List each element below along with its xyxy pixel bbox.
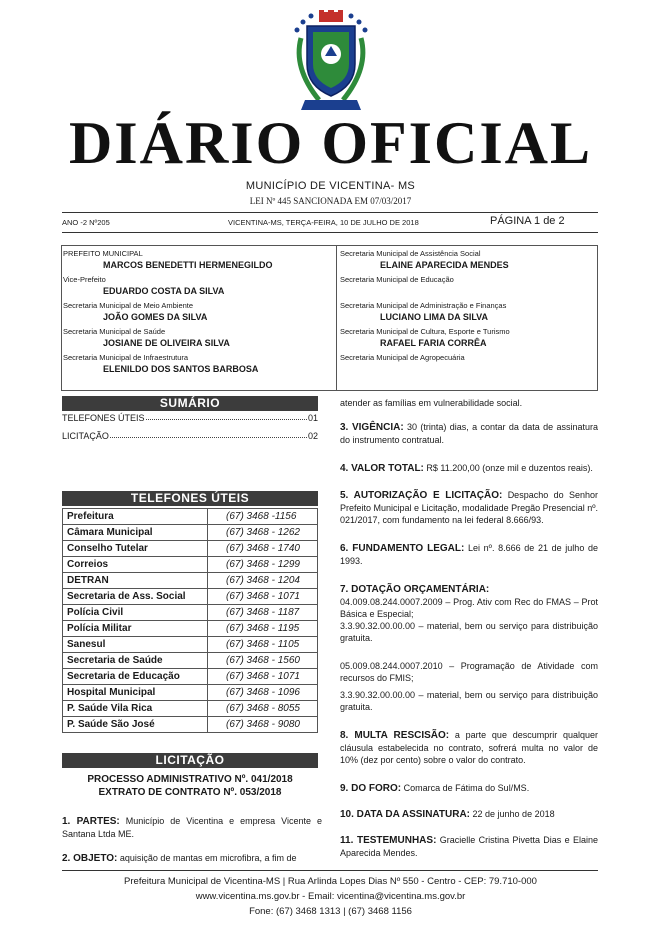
licitacao-header: LICITAÇÃO [62,753,318,768]
multa-paragraph [340,729,598,766]
official-entry [340,301,610,327]
phone-name: Secretaria de Ass. Social [63,589,208,605]
header-divider-bottom [62,232,598,233]
table-row [63,669,318,685]
phone-number: (67) 3468 - 9080 [208,717,318,733]
telefones-header: TELEFONES ÚTEIS [62,491,318,506]
contract-extract: EXTRATO DE CONTRATO Nº. 053/2018 [98,787,282,798]
official-entry [63,275,333,301]
official-role: Secretaria Municipal de Administração e Finanças [340,301,507,310]
toc-label: TELEFONES ÚTEIS [62,413,145,423]
assinatura-title: 10. DATA DA ASSINATURA: [340,809,470,820]
table-row [63,557,318,573]
phone-number: (67) 3468 - 1071 [208,669,318,685]
official-name: JOÃO GOMES DA SILVA [103,312,208,322]
phone-name: Secretaria de Saúde [63,653,208,669]
valor-text: R$ 11.200,00 (onze mil e duzentos reais). [426,463,593,473]
phone-name: Polícia Civil [63,605,208,621]
table-row [63,605,318,621]
official-entry [63,353,333,379]
official-role: Vice-Prefeito [63,275,106,284]
municipality-name: MUNICÍPIO DE VICENTINA- MS [245,180,416,192]
masthead-title: DIÁRIO OFICIAL [68,110,593,176]
table-row [63,621,318,637]
official-entry [63,301,333,327]
dotacao-heading: 7. DOTAÇÃO ORÇAMENTÁRIA: [340,584,490,595]
fundamento-title: 6. FUNDAMENTO LEGAL: [340,543,465,554]
dotacao-line: 3.3.90.32.00.00.00 – material, bem ou serviço para distribuição gratuita. [340,621,598,643]
official-name: JOSIANE DE OLIVEIRA SILVA [103,338,230,348]
testemunhas-text: Gracielle Cristina Pivetta Dias e Elaine Aparecida Mendes. [340,835,598,858]
phone-name: Hospital Municipal [63,685,208,701]
official-entry [63,327,333,353]
toc-label: LICITAÇÃO [62,431,109,441]
official-name: ELENILDO DOS SANTOS BARBOSA [103,364,259,374]
page-number: PÁGINA 1 de 2 [490,215,565,227]
phone-number: (67) 3468 - 1262 [208,525,318,541]
multa-text: a parte que descumprir qualquer cláusula estabelecida no contrato, sofrerá multa no valor de 10% (dez por cento) sobre o valor do contrato. [340,730,599,765]
phone-number: (67) 3468 - 1740 [208,541,318,557]
phone-name: P. Saúde São José [63,717,208,733]
toc-leader [110,431,307,438]
official-name: RAFAEL FARIA CORRÊA [380,338,487,348]
assinatura-text: 22 de junho de 2018 [472,809,555,819]
dotacao-line: 3.3.90.32.00.00.00 – material, bem ou serviço para distribuição gratuita. [340,690,598,712]
official-entry [340,275,610,301]
table-row [63,653,318,669]
official-role: Secretaria Municipal de Infraestrutura [63,353,189,362]
objeto-text: aquisição de mantas em microfibra, a fim de [119,853,297,863]
table-row [63,509,318,525]
footer-phones: Fone: (67) 3468 1313 | (67) 3468 1156 [249,906,412,917]
dotacao-title [340,583,598,596]
toc-page: 02 [307,431,318,441]
fundamento-paragraph [340,542,598,567]
official-role: PREFEITO MUNICIPAL [63,249,143,258]
vigencia-title: 3. VIGÊNCIA: [340,422,404,433]
vigencia-text: 30 (trinta) dias, a contar da data de assinatura do instrumento contratual. [340,422,598,445]
official-entry [63,249,333,275]
phone-number: (67) 3468 - 1071 [208,589,318,605]
sumario-header: SUMÁRIO [62,396,318,411]
partes-text: Município de Vicentina e empresa Vicente e Santana Ltda ME. [62,816,322,839]
official-entry [340,249,610,275]
objeto-title: 2. OBJETO: [62,853,118,864]
valor-title: 4. VALOR TOTAL: [340,463,424,474]
partes-paragraph [62,815,322,840]
table-row [63,637,318,653]
footer-web-email[interactable]: www.vicentina.ms.gov.br - Email: vicentina@vicentina.ms.gov.br [195,891,466,902]
official-role: Secretaria Municipal de Assistência Social [340,249,481,258]
phone-number: (67) 3468 -1156 [208,509,318,525]
phone-name: Sanesul [63,637,208,653]
phone-number: (67) 3468 - 1195 [208,621,318,637]
valor-paragraph [340,462,598,475]
table-row [63,701,318,717]
dotacao-line: 05.009.08.244.0007.2010 – Programação de Atividade com recursos do FMIS; [340,661,598,683]
header-divider-top [62,212,598,213]
phone-name: DETRAN [63,573,208,589]
vigencia-paragraph [340,421,598,446]
foro-text: Comarca de Fátima do Sul/MS. [403,783,530,793]
table-row [63,685,318,701]
phone-name: Secretaria de Educação [63,669,208,685]
phone-name: P. Saúde Vila Rica [63,701,208,717]
law-reference: LEI Nº 445 SANCIONADA EM 07/03/2017 [249,196,412,206]
official-role: Secretaria Municipal de Saúde [63,327,166,336]
objeto-continuation: atender as famílias em vulnerabilidade social. [340,398,523,408]
phone-number: (67) 3468 - 1105 [208,637,318,653]
table-row [63,589,318,605]
testemunhas-title: 11. TESTEMUNHAS: [340,835,437,846]
toc-leader [146,413,307,420]
official-role: Secretaria Municipal de Cultura, Esporte e Turismo [340,327,510,336]
footer-divider [62,870,598,871]
toc-item[interactable] [62,431,318,441]
official-entry [340,353,610,379]
process-number: PROCESSO ADMINISTRATIVO Nº. 041/2018 [87,774,293,785]
official-name: MARCOS BENEDETTI HERMENEGILDO [103,260,273,270]
dateline: VICENTINA-MS, TERÇA-FEIRA, 10 DE JULHO DE 2018 [228,218,419,227]
phone-number: (67) 3468 - 8055 [208,701,318,717]
autorizacao-paragraph [340,489,598,526]
autorizacao-text: Despacho do Senhor Prefeito Municipal e Licitação, modalidade Pregão Presencial nº. 021/2017, com fundamento na lei federal 8.666/93. [340,490,598,525]
testemunhas-paragraph [340,834,598,859]
table-row [63,541,318,557]
official-role: Secretaria Municipal de Agropecuária [340,353,465,362]
official-role: Secretaria Municipal de Educação [340,275,454,284]
officials-left-column [63,249,333,379]
phone-number: (67) 3468 - 1096 [208,685,318,701]
phone-name: Prefeitura [63,509,208,525]
table-row [63,717,318,733]
phone-number: (67) 3468 - 1187 [208,605,318,621]
phone-name: Câmara Municipal [63,525,208,541]
coat-of-arms-icon [283,8,379,120]
dotacao-line: 04.009.08.244.0007.2009 – Prog. Ativ com Rec do FMAS – Prot Básica e Especial; [340,597,598,619]
toc-item[interactable] [62,413,318,423]
assinatura-paragraph [340,808,598,821]
autorizacao-title: 5. AUTORIZAÇÃO E LICITAÇÃO: [340,490,503,501]
official-name: EDUARDO COSTA DA SILVA [103,286,225,296]
fundamento-text: Lei nº. 8.666 de 21 de julho de 1993. [340,543,598,566]
objeto-paragraph [62,852,322,865]
foro-title: 9. DO FORO: [340,783,402,794]
official-name: LUCIANO LIMA DA SILVA [380,312,488,322]
phone-number: (67) 3468 - 1204 [208,573,318,589]
phone-name: Correios [63,557,208,573]
foro-paragraph [340,782,598,795]
officials-right-column [340,249,610,379]
phone-number: (67) 3468 - 1560 [208,653,318,669]
official-role: Secretaria Municipal de Meio Ambiente [63,301,194,310]
phones-table [62,508,318,733]
official-entry [340,327,610,353]
footer-address: Prefeitura Municipal de Vicentina-MS | Rua Arlinda Lopes Dias Nº 550 - Centro - CEP: 79.710-000 [124,876,537,887]
toc-page: 01 [307,413,318,423]
edition-number: ANO -2 Nº205 [62,218,110,227]
process-title [62,773,318,799]
multa-title: 8. MULTA RESCISÃO: [340,730,450,741]
phone-name: Conselho Tutelar [63,541,208,557]
officials-divider [336,245,337,391]
phone-name: Polícia Militar [63,621,208,637]
phone-number: (67) 3468 - 1299 [208,557,318,573]
table-row [63,525,318,541]
official-name: ELAINE APARECIDA MENDES [380,260,509,270]
partes-title: 1. PARTES: [62,816,120,827]
table-row [63,573,318,589]
